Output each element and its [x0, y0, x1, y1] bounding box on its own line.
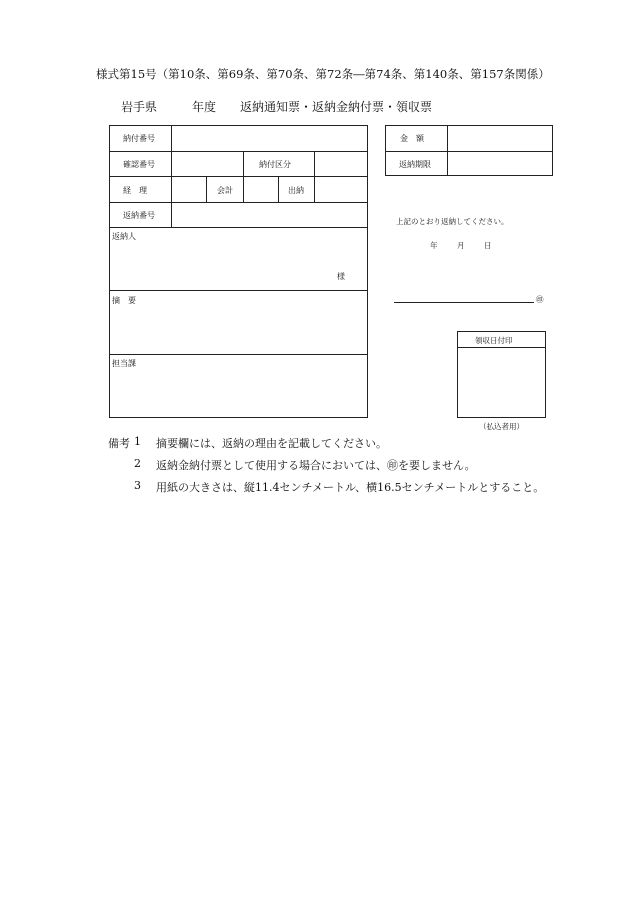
return-number-label: 返納番号 — [123, 211, 155, 220]
col-divider — [243, 151, 244, 202]
note-number: 2 — [134, 457, 141, 470]
note-text: 用紙の大きさは、縦11.4センチメートル、横16.5センチメートルとすること。 — [156, 481, 545, 494]
shutsuno-label: 出納 — [288, 186, 304, 195]
form-header: 様式第15号（第10条、第69条、第70条、第72条―第74条、第140条、第157条関係） — [96, 67, 550, 81]
summary-label: 摘 要 — [112, 296, 136, 305]
seal-mark: ㊞ — [536, 295, 544, 304]
row-divider — [109, 290, 368, 291]
form-title: 返納通知票・返納金納付票・領収票 — [240, 100, 433, 114]
note-number: 3 — [134, 479, 141, 492]
col-divider — [278, 176, 279, 202]
deadline-field[interactable] — [448, 152, 552, 175]
prefecture-label: 岩手県 — [121, 100, 158, 114]
keiri-label: 経 理 — [123, 186, 147, 195]
notes-label: 備考 — [108, 437, 130, 450]
receipt-stamp-title: 領収日付印 — [475, 336, 513, 345]
note-text: 摘要欄には、返納の理由を記載してください。 — [156, 437, 387, 450]
date-day-label: 日 — [484, 241, 492, 250]
deadline-label: 返納期限 — [399, 160, 431, 169]
confirm-number-label: 確認番号 — [123, 160, 155, 169]
signature-field[interactable] — [394, 288, 534, 302]
department-label: 担当課 — [112, 359, 136, 368]
receipt-stamp-divider — [457, 347, 546, 348]
returner-field[interactable] — [110, 243, 330, 287]
row-divider — [109, 176, 368, 177]
payment-class-label: 納付区分 — [259, 160, 291, 169]
signature-line — [394, 302, 534, 303]
department-field[interactable] — [110, 372, 367, 416]
fiscal-year-label: 年度 — [192, 100, 217, 114]
note-text: 返納金納付票として使用する場合においては、㊞を要しません。 — [156, 459, 476, 472]
row-divider — [109, 354, 368, 355]
summary-field[interactable] — [110, 308, 367, 352]
receipt-stamp-caption: （払込者用） — [479, 422, 524, 431]
kaikei-label: 会計 — [217, 186, 233, 195]
sama-label: 様 — [337, 272, 345, 281]
payment-class-field[interactable] — [315, 152, 367, 175]
confirm-number-field[interactable] — [172, 152, 242, 175]
note-number: 1 — [134, 435, 141, 448]
date-month-label: 月 — [457, 241, 465, 250]
payment-number-label: 納付番号 — [123, 134, 155, 143]
return-number-field[interactable] — [172, 203, 367, 226]
notice-text: 上記のとおり返納してください。 — [396, 217, 509, 226]
payment-number-field[interactable] — [172, 126, 367, 150]
returner-label: 返納人 — [112, 232, 136, 241]
row-divider — [109, 227, 368, 228]
col-divider — [206, 176, 207, 202]
amount-label: 金 額 — [400, 134, 424, 143]
date-year-label: 年 — [430, 241, 438, 250]
amount-field[interactable] — [448, 126, 552, 150]
